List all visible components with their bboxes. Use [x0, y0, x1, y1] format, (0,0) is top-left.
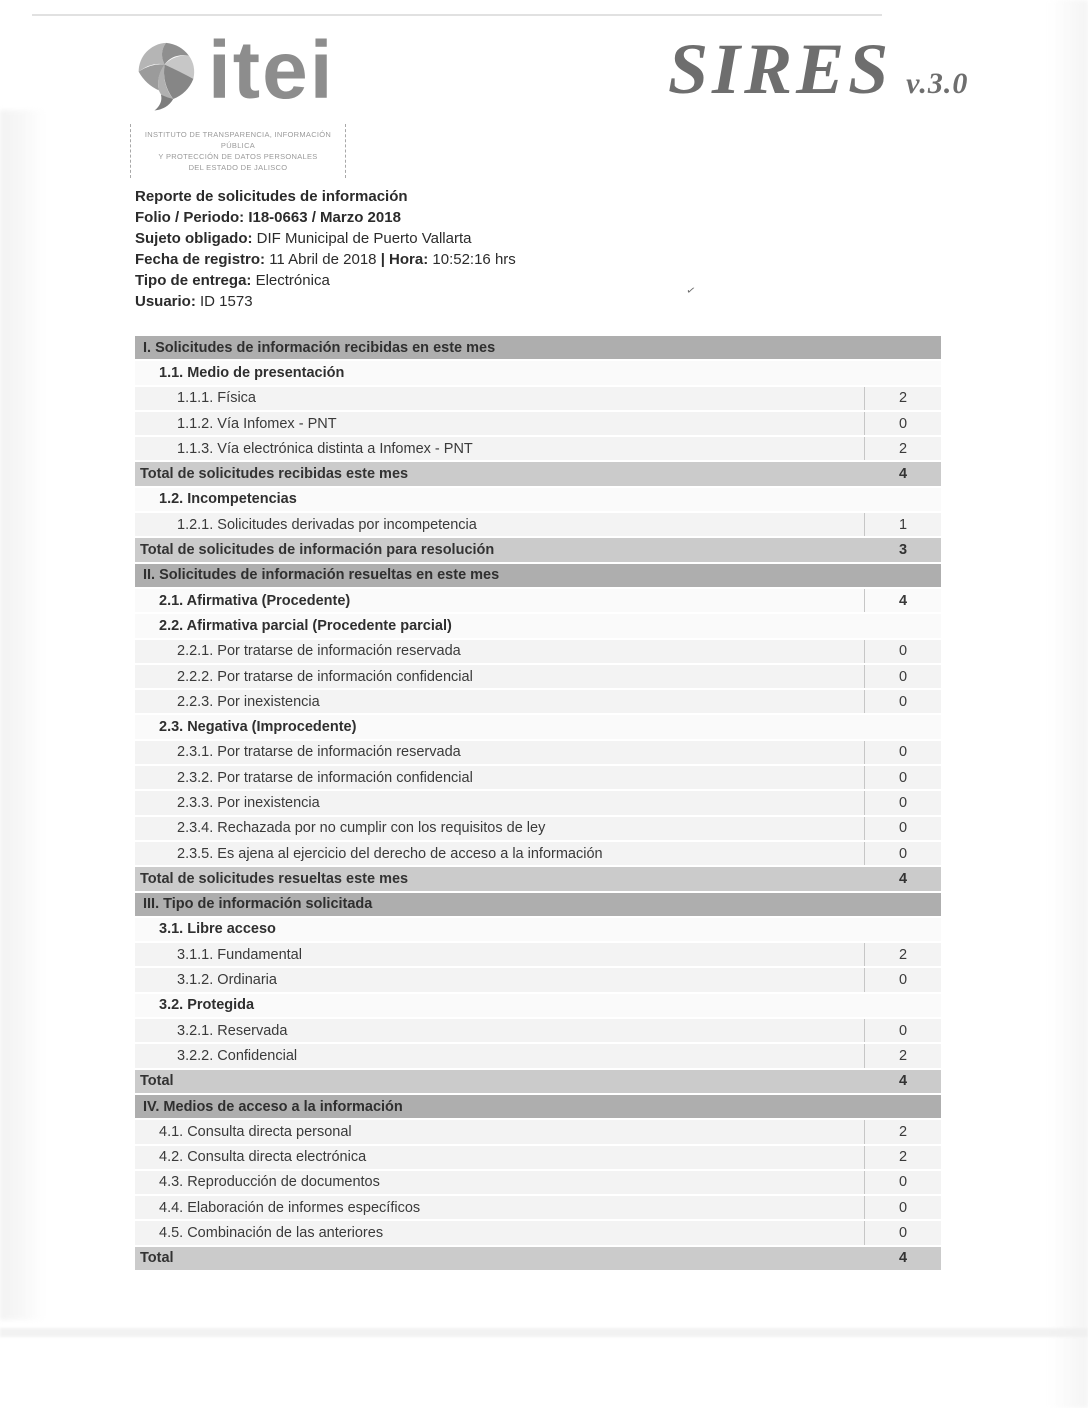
table-row: [135, 412, 941, 437]
table-row: [135, 538, 941, 563]
row-value: 2: [864, 1044, 941, 1067]
row-label: 1.1. Medio de presentación: [159, 364, 345, 381]
row-label: 4.2. Consulta directa electrónica: [159, 1149, 367, 1166]
row-label: 2.3.1. Por tratarse de información reservada: [177, 744, 461, 761]
report-meta-line: Usuario: ID 1573: [135, 293, 253, 310]
table-row: [135, 918, 941, 943]
row-label: 2.2. Afirmativa parcial (Procedente parcial): [159, 617, 452, 634]
table-row: [135, 791, 941, 816]
row-value: 0: [864, 741, 941, 764]
table-row: [135, 1171, 941, 1196]
table-row: [135, 968, 941, 993]
table-row: [135, 1070, 941, 1095]
table-row: [135, 994, 941, 1019]
table-row: [135, 690, 941, 715]
row-value: 2: [864, 1120, 941, 1143]
table-row: [135, 766, 941, 791]
scan-right-smudge: [1048, 0, 1088, 1408]
row-value: 4: [898, 1250, 908, 1267]
report-title: Reporte de solicitudes de información: [135, 188, 408, 205]
row-label: Total: [140, 1073, 174, 1090]
table-row: [135, 665, 941, 690]
table-row: [135, 1019, 941, 1044]
row-label: Total: [140, 1250, 174, 1267]
scan-left-smudge: [0, 110, 46, 1320]
table-row: [135, 842, 941, 867]
table-row: [135, 437, 941, 462]
row-value: 2: [864, 437, 941, 460]
report-meta: [135, 186, 516, 312]
table-row: [135, 564, 941, 589]
row-label: 3.2.2. Confidencial: [177, 1047, 298, 1064]
row-label: Total de solicitudes recibidas este mes: [140, 466, 409, 483]
table-row: [135, 513, 941, 538]
scan-speck: ✓: [684, 284, 697, 298]
row-value: 2: [864, 387, 941, 410]
row-value: 0: [864, 1171, 941, 1194]
report-table: [135, 336, 941, 1272]
report-meta-line: Folio / Periodo: I18-0663 / Marzo 2018: [135, 209, 401, 226]
itei-caption-line: INSTITUTO DE TRANSPARENCIA, INFORMACIÓN PÚBLICA: [144, 130, 332, 150]
row-value: 0: [864, 690, 941, 713]
scan-edge-line: [32, 14, 882, 16]
table-row: [135, 1247, 941, 1272]
table-row: [135, 336, 941, 361]
row-label: 2.3. Negativa (Improcedente): [159, 719, 357, 736]
row-label: 1.1.3. Vía electrónica distinta a Infomex - PNT: [177, 440, 473, 457]
itei-wordmark: itei: [208, 25, 335, 116]
table-row: [135, 640, 941, 665]
row-label: 4.5. Combinación de las anteriores: [159, 1225, 384, 1242]
table-row: [135, 1146, 941, 1171]
itei-caption-line: DEL ESTADO DE JALISCO: [188, 163, 288, 172]
row-label: II. Solicitudes de información resueltas en este mes: [143, 567, 500, 584]
row-label: 3.1. Libre acceso: [159, 921, 276, 938]
table-row: [135, 893, 941, 918]
row-value: 4: [898, 1073, 908, 1090]
row-label: 1.1.2. Vía Infomex - PNT: [177, 415, 337, 432]
row-value: 0: [864, 665, 941, 688]
row-label: Total de solicitudes resueltas este mes: [140, 870, 409, 887]
table-row: [135, 387, 941, 412]
row-label: 3.1.1. Fundamental: [177, 946, 302, 963]
table-row: [135, 1095, 941, 1120]
row-value: 4: [898, 870, 908, 887]
row-label: 2.3.2. Por tratarse de información confidencial: [177, 769, 473, 786]
row-value: 1: [864, 513, 941, 536]
row-label: 2.2.3. Por inexistencia: [177, 693, 320, 710]
itei-caption: [130, 124, 346, 178]
table-row: [135, 741, 941, 766]
row-value: 0: [864, 412, 941, 435]
row-value: 2: [864, 943, 941, 966]
row-label: 3.2.1. Reservada: [177, 1022, 288, 1039]
row-value: 2: [864, 1146, 941, 1169]
row-value: 0: [864, 968, 941, 991]
row-value: 0: [864, 1196, 941, 1219]
sires-logo: [668, 28, 968, 111]
table-row: [135, 715, 941, 740]
table-row: [135, 462, 941, 487]
row-label: 3.2. Protegida: [159, 997, 255, 1014]
row-label: 2.3.4. Rechazada por no cumplir con los requisitos de ley: [177, 820, 546, 837]
row-label: IV. Medios de acceso a la información: [143, 1098, 403, 1115]
row-label: 4.1. Consulta directa personal: [159, 1123, 352, 1140]
table-row: [135, 943, 941, 968]
table-row: [135, 589, 941, 614]
row-label: 1.1.1. Física: [177, 390, 256, 407]
row-label: 4.3. Reproducción de documentos: [159, 1174, 380, 1191]
table-row: [135, 1221, 941, 1246]
table-row: [135, 488, 941, 513]
report-meta-line: Sujeto obligado: DIF Municipal de Puerto Vallarta: [135, 230, 472, 247]
row-value: 4: [898, 466, 908, 483]
row-value: 3: [898, 542, 908, 559]
row-label: 4.4. Elaboración de informes específicos: [159, 1199, 421, 1216]
row-label: 2.2.1. Por tratarse de información reservada: [177, 643, 461, 660]
row-label: I. Solicitudes de información recibidas en este mes: [143, 339, 496, 356]
table-row: [135, 614, 941, 639]
report-meta-lines: [135, 207, 516, 312]
sires-title: SIRES: [668, 29, 893, 109]
row-value: 0: [864, 766, 941, 789]
row-value: 4: [864, 589, 941, 612]
row-label: 2.2.2. Por tratarse de información confidencial: [177, 668, 473, 685]
row-value: 0: [864, 1019, 941, 1042]
row-value: 0: [864, 640, 941, 663]
row-label: 2.3.3. Por inexistencia: [177, 794, 320, 811]
scan-bottom-streak: [0, 1328, 1088, 1337]
table-row: [135, 1120, 941, 1145]
row-label: 1.2.1. Solicitudes derivadas por incompetencia: [177, 516, 477, 533]
row-label: Total de solicitudes de información para resolución: [140, 542, 495, 559]
itei-caption-line: Y PROTECCIÓN DE DATOS PERSONALES: [158, 152, 318, 161]
row-label: 1.2. Incompetencias: [159, 491, 297, 508]
table-row: [135, 1044, 941, 1069]
row-value: 0: [864, 842, 941, 865]
itei-globe-icon: [130, 40, 202, 112]
table-row: [135, 1196, 941, 1221]
sires-version: v.3.0: [906, 67, 969, 100]
table-row: [135, 361, 941, 386]
row-label: 2.3.5. Es ajena al ejercicio del derecho de acceso a la información: [177, 845, 603, 862]
itei-logo: [130, 25, 346, 178]
table-row: [135, 817, 941, 842]
row-label: 2.1. Afirmativa (Procedente): [159, 592, 351, 609]
row-label: 3.1.2. Ordinaria: [177, 972, 277, 989]
row-value: 0: [864, 791, 941, 814]
row-label: III. Tipo de información solicitada: [143, 896, 373, 913]
report-meta-line: Tipo de entrega: Electrónica: [135, 272, 330, 289]
report-meta-line: Fecha de registro: 11 Abril de 2018 | Hora: 10:52:16 hrs: [135, 251, 516, 268]
row-value: 0: [864, 817, 941, 840]
row-value: 0: [864, 1221, 941, 1244]
table-row: [135, 867, 941, 892]
